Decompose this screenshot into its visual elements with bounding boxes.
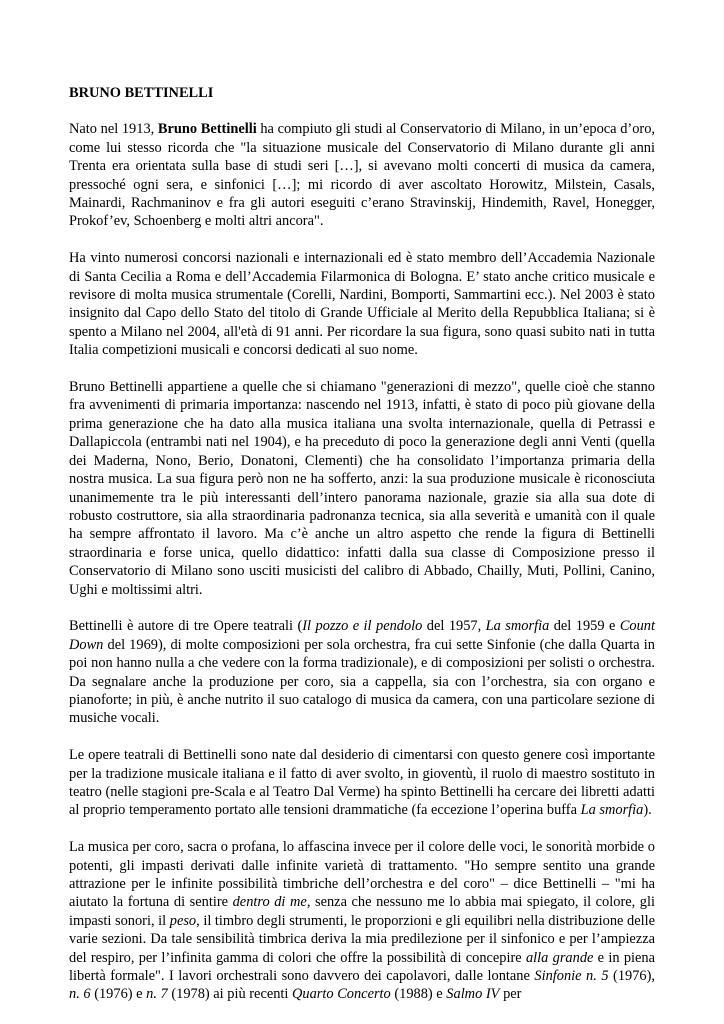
paragraph-operas [69,746,655,820]
work-title: n. 7 [146,986,168,1003]
paragraph-awards: Ha vinto numerosi concorsi nazionali e internazionali ed è stato membro dell’Accademia Nazionale di Santa Cecilia a Roma e dell’Accademia Filarmonica di Bologna. E’ stato anche critico musicale e revisore di molta musica strumentale (Corelli, Nardini, Bomporti, Sammartini ecc.). Nel 2003 è stato insignito dal Capo dello Stato del titolo di Grande Ufficiale al Merito della Repubblica Italiana; si è spento a Milano nel 2004, all'età di 91 anni. Per ricordare la sua figura, sono quasi subito nati in tutta Italia competizioni musicali e concorsi dedicati al suo nome. [69,250,655,359]
work-title: Salmo IV [446,986,500,1003]
bold-name: Bruno Bettinelli [157,121,257,138]
text-run: del 1959 e [549,618,620,635]
text-run: (1978) ai più recenti [167,986,293,1003]
opera-title: La smorfia [580,802,644,819]
text-run: del 1957, [422,618,486,635]
text-run: , senza che nessuno me lo abbia mai spiegato, il colore, gli impasti sonori, il [69,894,655,929]
italic-phrase: alla grande [525,949,594,966]
opera-title: Count Down [69,618,655,653]
paragraph-choir [69,838,655,1004]
text-run: (1976) e [90,986,147,1003]
text-run: ha compiuto gli studi al Conservatorio di Milano, in un’epoca d’oro, come lui stesso ricorda che "la situazione musicale del Conservatorio di Milano durante gli anni Trenta era orientata sulla base di studi seri […], si avevano molti concerti di musica da camera, pressoché ogni sera, e sinfonici […]; mi ricordo di aver ascoltato Horowitz, Milstein, Casals, Mainardi, Rachmaninov e fra gli autori eseguiti c’erano Stravinskij, Hindemith, Ravel, Honegger, Prokof’ev, Schoenberg e molti altri ancora". [69,121,655,230]
document-title: BRUNO BETTINELLI [69,85,214,101]
text-run: (1988) e [390,986,447,1003]
text-run: (1976), [608,968,656,985]
text-run: Le opere teatrali di Bettinelli sono nate dal desiderio di cimentarsi con questo genere così importante per la tradizione musicale italiana e il fatto di aver svolto, in gioventù, il ruolo di maestro sostituto in teatro (nelle stagioni pre-Scala e al Teatro Dal Verme) ha spinto Bettinelli ha cercare dei libretti adatti al proprio temperamento portato alle tensioni drammatiche (fa eccezione l’operina buffa [69,747,655,819]
text-run: per [499,986,522,1003]
opera-title: La smorfia [485,618,550,635]
opera-title: Il pozzo e il pendolo [302,618,423,635]
text-run: Nato nel 1913, [69,121,158,138]
text-run: ). [643,802,652,819]
paragraph-biography [69,120,655,230]
work-title: n. 6 [69,986,91,1003]
work-title: Sinfonie n. 5 [534,968,609,985]
work-title: Quarto Concerto [292,986,391,1003]
document-page [69,84,655,1022]
text-run: La musica per coro, sacra o profana, lo affascina invece per il colore delle voci, le sonorità morbide o potenti, gli impasti derivati dalle infinite varietà di trattamento. "Ho sempre sentito una grande attrazione per le infinite possibilità timbriche dell’orchestra e del coro" – dice Bettinelli – "mi ha aiutato la fortuna di sentire [69,839,655,911]
text-run: , il timbro degli strumenti, le proporzioni e gli equilibri nella distribuzione delle varie sezioni. Da tale sensibilità timbrica deriva la mia predilezione per il sinfonico e per l’ampiezza del respiro, per l’infinita gamma di colori che offre la possibilità di concepire [69,912,655,966]
paragraph-works [69,617,655,727]
italic-phrase: peso [169,912,197,929]
text-run: del 1969), di molte composizioni per sola orchestra, fra cui sette Sinfonie (che dalla Quarta in poi non hanno nulla a che vedere con la forma tradizionale), e di composizioni per solisti o orchestra. Da segnalare anche la produzione per coro, sia a cappella, sia con l’orchestra, sia con organo e pianoforte; in più, è anche nutrito il suo catalogo di musica da camera, con una particolare sezione di musiche vocali. [69,636,655,727]
text-run: Bettinelli è autore di tre Opere teatrali ( [69,618,303,635]
paragraph-generation: Bruno Bettinelli appartiene a quelle che si chiamano "generazioni di mezzo", quelle cioè che stanno fra avvenimenti di primaria importanza: nascendo nel 1913, infatti, è stato di poco più giovane della prima generazione che ha dato alla musica italiana una svolta internazionale, quella di Petrassi e Dallapiccola (entrambi nati nel 1904), e ha preceduto di poco la generazione degli anni Venti (quella dei Maderna, Nono, Berio, Donatoni, Clementi) che ha consolidato l’importanza primaria della nostra musica. La sua figura però non ne ha sofferto, anzi: la sua produzione musicale è riconosciuta unanimemente tra le più interessanti dell’intero panorama nazionale, grazie sia alla sua dote di robusto costruttore, sia alla straordinaria padronanza tecnica, sia alla severità e umanità con il quale ha sempre affrontato il lavoro. Ma c’è anche un altro aspetto che rende la figura di Bettinelli straordinaria e forse unica, quello didattico: infatti dalla sua classe di Composizione presso il Conservatorio di Milano sono usciti musicisti del calibro di Abbado, Chailly, Muti, Pollini, Canino, Ughi e moltissimi altri. [69,379,655,598]
italic-phrase: dentro di me [232,894,307,911]
text-run: e in piena libertà formale". I lavori orchestrali sono davvero dei capolavori, dalle lontane [69,949,655,985]
